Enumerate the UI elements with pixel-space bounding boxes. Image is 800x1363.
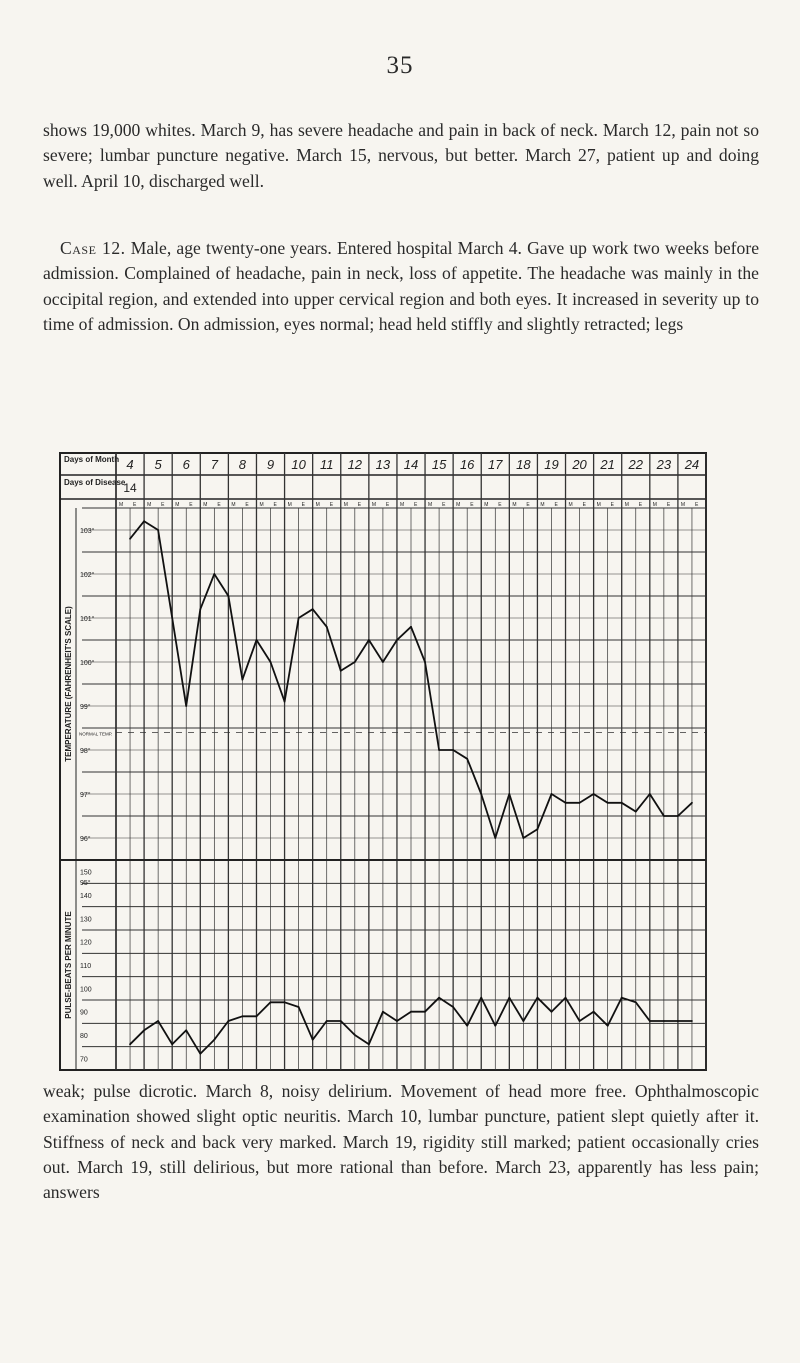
day-of-month-tick: 6 [182,457,190,472]
period-label: M [624,502,629,508]
day-of-month-tick: 21 [600,457,615,472]
temperature-series-line-point [522,837,524,839]
pulse-tick-label: 140 [80,893,92,900]
case-paragraph-text: Male, age twenty-one years. Entered hospital March 4. Gave up work two weeks before admission. Complained of headache, pain in neck, loss of appetite. The headache was mainly in the occipital region, and extended into upper cervical region and both eyes. It increased in severity up to time of admission. On admission, eyes normal; head held stiffly and slightly retracted; legs [43,238,760,334]
period-label: M [568,502,573,508]
temperature-tick-label: 101° [80,616,95,623]
period-label: E [273,502,277,508]
temperature-series-line-point [312,608,314,610]
temperature-tick-label: 103° [80,528,95,535]
temperature-series-line-point [185,705,187,707]
period-label: M [203,502,208,508]
day-of-month-tick: 15 [431,457,447,472]
temperature-series-line-point [579,802,581,804]
pulse-series-line-point [466,1025,468,1027]
period-label: M [119,502,124,508]
day-of-month-tick: 8 [238,457,247,472]
pulse-series-line-point [593,1011,595,1013]
pulse-series-line-point [213,1039,215,1041]
period-label: E [526,502,530,508]
temperature-axis-label: TEMPERATURE (FAHRENHEIT'S SCALE) [64,606,73,762]
temperature-tick-label: 98° [80,748,91,755]
pulse-tick-label: 130 [80,916,92,924]
pulse-series-line-point [396,1020,398,1022]
pulse-series-line-point [438,997,440,999]
pulse-series-line-point [326,1020,328,1022]
pulse-series-line-point [565,997,567,999]
pulse-series-line-point [607,1025,609,1027]
temperature-series-line-point [298,617,300,619]
pulse-series-line-point [663,1020,665,1022]
temperature-series-line-point [663,815,665,817]
pulse-series-line-point [185,1029,187,1031]
temperature-series-line-point [368,639,370,641]
temperature-series-line-point [621,802,623,804]
temperature-series-line-point [354,661,356,663]
period-label: E [414,502,418,508]
day-of-month-tick: 18 [516,457,531,472]
pulse-series-line-point [691,1020,693,1022]
pulse-series-line-point [410,1011,412,1013]
pulse-series-line-point [635,1001,637,1003]
pulse-series-line-point [227,1020,229,1022]
pulse-series-line-point [157,1020,159,1022]
pulse-tick-label: 70 [80,1056,88,1064]
normal-temp-label: NORMAL TEMP. [79,731,113,737]
temperature-series-line-point [129,538,131,540]
period-label: E [385,502,390,508]
period-label: E [582,502,586,508]
pulse-series-line-point [256,1015,258,1017]
period-label: M [343,502,348,508]
period-label: E [133,502,137,508]
temperature-series-line-point [466,758,468,760]
pulse-series-line-point [382,1011,384,1013]
temperature-series-line-point [199,608,201,610]
temperature-series-line-point [649,793,651,795]
temperature-series-line-point [213,573,215,575]
pulse-series-line-point [312,1039,314,1041]
period-label: M [315,502,320,508]
period-label: M [540,502,545,508]
day-of-month-tick: 16 [459,457,475,472]
pulse-series-line-point [242,1015,244,1017]
period-label: E [357,502,362,508]
pulse-tick-label: 100 [80,986,92,994]
temperature-series-line-point [691,802,693,804]
temperature-series-line-point [607,802,609,804]
period-label: E [498,502,502,508]
period-label: E [470,502,474,508]
temperature-series-line-point [635,811,637,813]
temperature-tick-label: 95° [80,880,91,887]
temperature-series-line-point [551,793,553,795]
temperature-tick-label: 100° [80,660,95,667]
pulse-series-line-point [424,1011,426,1013]
temperature-series-line-point [340,670,342,672]
temperature-series-line-point [480,793,482,795]
temperature-series-line-point [537,828,539,830]
period-label: E [638,502,643,508]
period-label: M [231,502,236,508]
day-of-month-tick: 11 [319,457,334,472]
pulse-series-line-point [480,997,482,999]
pulse-series-line-point [537,997,539,999]
day-of-month-tick: 12 [347,457,363,472]
pulse-series-line-point [284,1001,286,1003]
day-of-month-tick: 5 [154,457,162,472]
day-of-month-tick: 10 [291,457,306,472]
paragraph-continued: shows 19,000 whites. March 9, has severe headache and pain in back of neck. March 12, pain not so severe; lumbar puncture negative. March 15, nervous, but better. March 27, patient up and doing well. April 10, discharged well. [43,120,759,191]
day-of-month-tick: 7 [210,457,218,472]
temperature-series-line-point [227,595,229,597]
temperature-tick-label: 102° [80,572,95,579]
period-label: M [428,502,433,508]
period-label: M [512,502,517,508]
temperature-series-line-point [593,793,595,795]
pulse-tick-label: 90 [80,1009,88,1017]
period-label: E [694,502,699,508]
days-of-disease-label: Days of Disease [64,478,126,487]
day-of-month-tick: 17 [488,457,503,472]
chart-frame [60,453,706,1070]
day-of-month-tick: 24 [684,457,700,472]
temperature-series-line-point [410,626,412,628]
period-label: M [456,502,461,508]
pulse-series-line-point [494,1025,496,1027]
day-of-month-tick: 22 [628,457,643,472]
pulse-series-line-point [270,1001,272,1003]
pulse-series-line-point [508,997,510,999]
pulse-series-line-point [171,1043,173,1045]
period-label: M [399,502,405,508]
pulse-series-line-point [579,1020,581,1022]
temperature-series-line-point [382,661,384,663]
temperature-tick-label: 96° [80,836,91,843]
pulse-series-line-point [199,1053,201,1055]
period-label: M [652,502,657,508]
day-of-month-tick: 19 [544,457,559,472]
period-label: M [484,502,489,508]
period-label: E [610,502,615,508]
temperature-series-line-point [508,793,510,795]
paragraph-after-chart: weak; pulse dicrotic. March 8, noisy delirium. Movement of head more free. Ophthalmoscopic examination showed slight optic neuritis. March 10, lumbar puncture, patient slept quietly after it. Stiffness of neck and back very marked. March 19, rigidity still marked; patient occasionally cries out. March 19, still delirious, but more rational than before. March 23, apparently has less pain; answers [43,1081,759,1203]
temperature-series-line-point [677,815,679,817]
period-label: E [329,502,334,508]
period-label: E [442,502,446,508]
pulse-tick-label: 150 [80,869,92,877]
period-label: E [666,502,671,508]
temperature-series-line-point [284,701,286,703]
period-label: M [371,502,377,508]
period-label: M [596,502,601,508]
temperature-series-line-point [494,837,496,839]
temperature-series-line-point [171,617,173,619]
case-heading: Case 12. [60,238,126,258]
page-number: 35 [386,52,414,79]
temperature-series-line-point [438,749,440,751]
pulse-series-line-point [677,1020,679,1022]
temperature-series-line-point [396,639,398,641]
pulse-tick-label: 80 [80,1033,88,1040]
period-label: M [680,502,686,508]
pulse-tick-label: 110 [80,963,92,970]
period-label: M [175,502,180,508]
day-of-month-tick: 9 [266,457,275,472]
day-of-disease-tick: 14 [123,481,137,495]
pulse-series-line-point [368,1043,370,1045]
pulse-series-line-point [522,1020,524,1022]
temperature-series-line-point [157,529,159,531]
temperature-series-line-point [242,679,244,681]
pulse-series-line-point [649,1020,651,1022]
temperature-series-line-point [256,639,258,641]
days-of-month-label: Days of Month [64,455,120,464]
day-of-month-tick: 14 [403,457,419,472]
pulse-series-line-point [340,1020,342,1022]
pulse-series-line-point [452,1006,454,1008]
temperature-series-line-point [452,749,454,751]
period-label: E [161,502,165,508]
pulse-series-line-point [354,1034,356,1036]
period-label: E [217,502,221,508]
period-label: M [287,502,292,508]
pulse-tick-label: 120 [80,939,92,947]
pulse-series-line-point [143,1029,145,1031]
day-of-month-tick: 23 [656,457,672,472]
temperature-series-line-point [565,802,567,804]
temperature-series-line-point [326,626,328,628]
temperature-series-line-point [143,520,145,522]
period-label: E [189,502,193,508]
temperature-tick-label: 97° [80,792,91,799]
pulse-series-line-point [551,1011,553,1013]
pulse-axis-label: PULSE-BEATS PER MINUTE [64,911,73,1019]
period-label: M [147,502,152,508]
pulse-series-line-point [621,997,623,999]
temperature-series-line-point [270,661,272,663]
pulse-series-line-point [129,1043,131,1045]
pulse-series-line-point [298,1006,300,1008]
temperature-series-line-point [424,661,426,663]
period-label: E [245,502,249,508]
period-label: E [301,502,305,508]
period-label: E [554,502,558,508]
temperature-tick-label: 99° [80,704,91,711]
period-label: M [259,502,264,508]
day-of-month-tick: 13 [375,457,391,472]
day-of-month-tick: 20 [572,457,587,472]
day-of-month-tick: 4 [126,457,134,472]
